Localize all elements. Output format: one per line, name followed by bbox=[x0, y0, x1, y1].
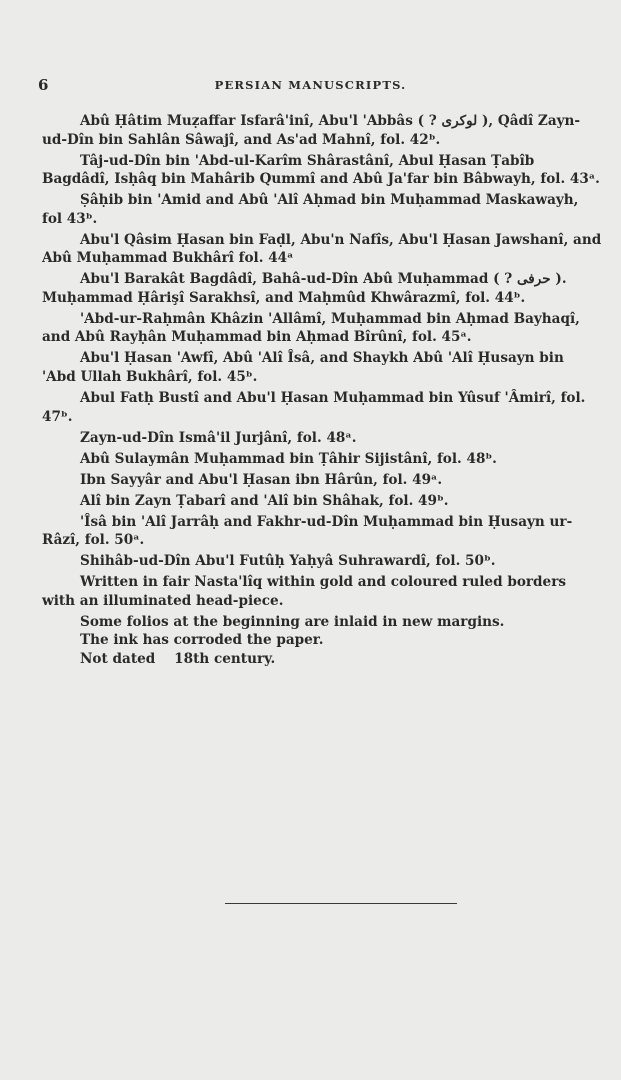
running-title: PERSIAN MANUSCRIPTS. bbox=[214, 78, 407, 92]
end-rule bbox=[225, 903, 457, 904]
entry-paragraph: Abul Fatḥ Bustî and Abu'l Ḥasan Muḥammad bin Yûsuf 'Âmirî, fol. 47ᵇ. bbox=[42, 390, 586, 425]
entry-paragraph: Abu'l Barakât Bagdâdî, Bahâ-ud-Dîn Abû Muḥammad ( ? حرفی ). Muḥammad Ḥârişî Sarakhsî, and Maḥmûd Khwârazmî, fol. 44ᵇ. bbox=[42, 271, 567, 306]
entry-paragraph: Abû Sulaymân Muḥammad bin Ṭâhir Sijistânî, fol. 48ᵇ. bbox=[80, 450, 497, 467]
note-line: Some folios at the beginning are inlaid in new margins. bbox=[80, 613, 505, 630]
entry-paragraph: Ibn Sayyâr and Abu'l Ḥasan ibn Hârûn, fol. 49ᵃ. bbox=[80, 471, 443, 488]
description-paragraph: Written in fair Nasta'lîq within gold and coloured ruled borders with an illuminated head-piece. bbox=[42, 574, 567, 609]
entry-paragraph: Ṣâḥib bin 'Amid and Abû 'Alî Aḥmad bin Muḥammad Maskawayh, fol 43ᵇ. bbox=[42, 192, 579, 227]
entry-paragraph: Zayn-ud-Dîn Ismâ'il Jurjânî, fol. 48ᵃ. bbox=[80, 429, 357, 446]
note-line: The ink has corroded the paper. bbox=[80, 632, 324, 649]
entry-paragraph: Abû Ḥâtim Muẓaffar Isfarâ'inî, Abu'l 'Abbâs ( ? لوکری ), Qâdî Zayn-ud-Dîn bin Sahlân Sâwajî, and As'ad Mahnî, fol. 42ᵇ. bbox=[42, 113, 581, 148]
entry-paragraph: 'Îsâ bin 'Alî Jarrâḥ and Fakhr-ud-Dîn Muḥammad bin Ḥusayn ur-Râzî, fol. 50ᵃ. bbox=[42, 513, 573, 549]
page-body bbox=[42, 112, 602, 668]
entry-paragraph: Alî bin Zayn Ṭabarî and 'Alî bin Shâhak, fol. 49ᵇ. bbox=[80, 492, 449, 509]
entry-paragraph: Abu'l Qâsim Ḥasan bin Faḍl, Abu'n Nafîs, Abu'l Ḥasan Jawshanî, and Abû Muḥammad Bukhârî fol. 44ᵃ bbox=[42, 231, 602, 267]
entry-paragraph: Shihâb-ud-Dîn Abu'l Futûḥ Yaḥyâ Suhrawardî, fol. 50ᵇ. bbox=[80, 553, 496, 570]
page-number: 6 bbox=[38, 76, 49, 94]
entry-paragraph: Abu'l Ḥasan 'Awfî, Abû 'Alî Îsâ, and Shaykh Abû 'Alî Ḥusayn bin 'Abd Ullah Bukhârî, fol. 45ᵇ. bbox=[42, 350, 564, 386]
page-header bbox=[0, 76, 621, 96]
entry-paragraph: Tâj-ud-Dîn bin 'Abd-ul-Karîm Shârastânî, Abul Ḥasan Ṭabîb Bagdâdî, Isḥâq bin Mahârib Qummî and Abû Ja'far bin Bâbwayh, fol. 43ᵃ. bbox=[42, 152, 600, 188]
note-line: Not dated 18th century. bbox=[80, 650, 276, 667]
entry-paragraph: 'Abd-ur-Raḥmân Khâzin 'Allâmî, Muḥammad bin Aḥmad Bayhaqî, and Abû Rayḥân Muḥammad bin Aḥmad Bîrûnî, fol. 45ᵃ. bbox=[42, 310, 580, 346]
